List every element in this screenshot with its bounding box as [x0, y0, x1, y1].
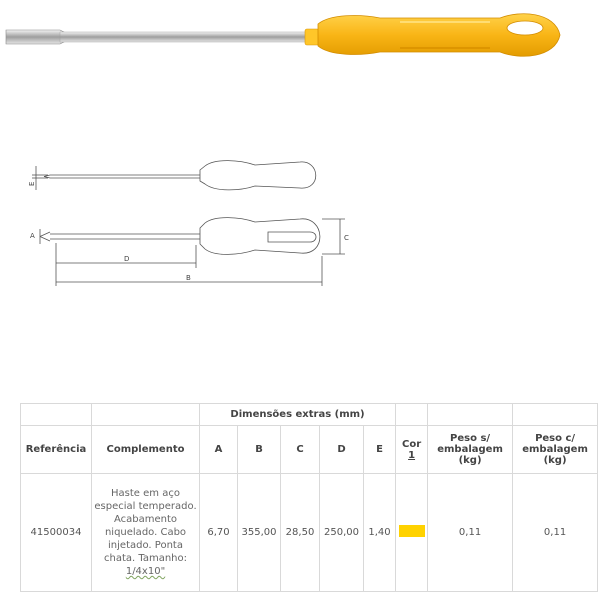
empty-cell: [396, 404, 428, 426]
complemento-size-label: Tamanho:: [138, 553, 187, 564]
dim-label-a: A: [30, 232, 35, 240]
header-c: C: [281, 426, 320, 474]
cell-b: 355,00: [238, 474, 281, 592]
cell-referencia: 41500034: [21, 474, 92, 592]
header-peso-s: Peso s/ embalagem (kg): [428, 426, 513, 474]
blade-tip: [6, 30, 66, 44]
table-row: [21, 474, 598, 592]
cell-cor: [396, 474, 428, 592]
empty-cell: [428, 404, 513, 426]
dim-label-b: B: [186, 274, 191, 282]
group-header-dimensions: Dimensões extras (mm): [200, 404, 396, 426]
header-d: D: [320, 426, 364, 474]
cell-c: 28,50: [281, 474, 320, 592]
cell-peso-c: 0,11: [513, 474, 598, 592]
shaft: [60, 32, 310, 42]
ferrule: [305, 29, 319, 45]
dim-label-c: C: [344, 234, 349, 242]
header-a: A: [200, 426, 238, 474]
cell-d: 250,00: [320, 474, 364, 592]
header-e: E: [364, 426, 396, 474]
header-cor-note-link[interactable]: 1: [408, 449, 416, 461]
dim-label-d: D: [124, 255, 130, 263]
technical-drawing: [0, 140, 602, 300]
cell-a: 6,70: [200, 474, 238, 592]
complemento-size: 1/4x10": [125, 566, 166, 577]
cell-e: 1,40: [364, 474, 396, 592]
complemento-text: [94, 487, 197, 578]
header-complemento: Complemento: [92, 426, 200, 474]
cell-peso-s: 0,11: [428, 474, 513, 592]
dim-label-e: E: [28, 181, 36, 186]
header-cor-label: Cor: [401, 438, 422, 450]
color-swatch-yellow: [399, 525, 425, 537]
header-referencia: Referência: [21, 426, 92, 474]
hanging-hole: [507, 21, 543, 35]
empty-cell: [513, 404, 598, 426]
empty-cell: [92, 404, 200, 426]
cell-complemento: [92, 474, 200, 592]
product-photo-screwdriver: [0, 0, 602, 70]
complemento-main: Haste em aço especial temperado. Acabamento niquelado. Cabo injetado. Ponta chata.: [94, 488, 197, 564]
header-cor: [396, 426, 428, 474]
header-peso-c: Peso c/ embalagem (kg): [513, 426, 598, 474]
empty-cell: [21, 404, 92, 426]
spec-table: [20, 403, 598, 592]
header-b: B: [238, 426, 281, 474]
